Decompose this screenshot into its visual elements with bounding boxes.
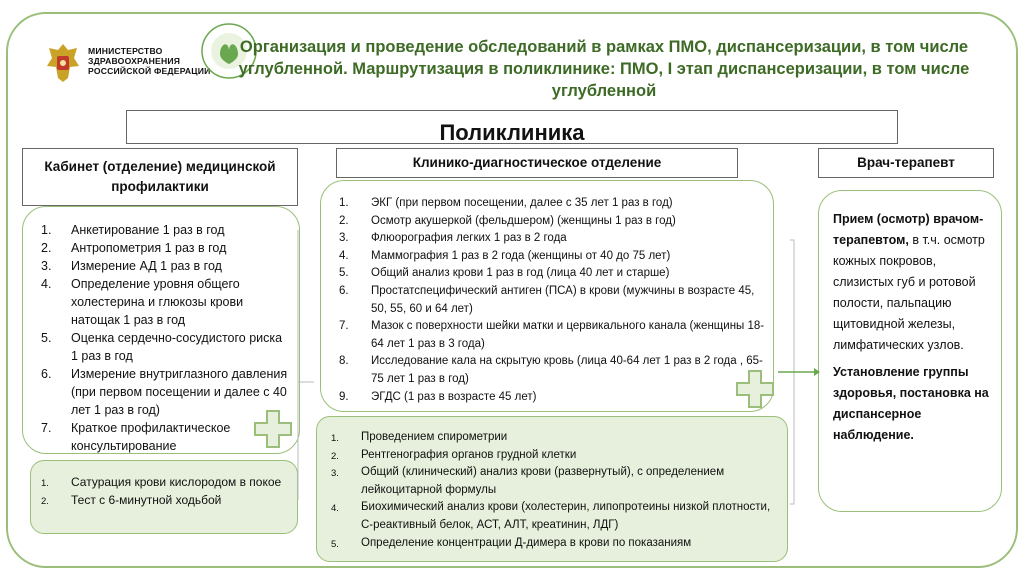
list-item: 4. Маммография 1 раз в 2 года (женщины от 40 до 75 лет) (339, 249, 671, 262)
list-item: 2. Рентгенография органов грудной клетки (331, 448, 577, 462)
list-item: 1. ЭКГ (при первом посещении, далее с 35 лет 1 раз в год) (339, 197, 673, 209)
list-item: 1. Анкетирование 1 раз в год (41, 223, 225, 237)
therapist-panel (818, 190, 1002, 512)
cabinet-header: Кабинет (отделение) медицинской профилактики (22, 148, 298, 206)
therapist-outcome: Установление группы здоровья, постановка на диспансерное наблюдение. (833, 365, 989, 442)
list-item: 9. ЭГДС (1 раз в возрасте 45 лет) (339, 390, 537, 403)
list-item: 6. Измерение внутриглазного давления (при первом посещении и далее с 40 лет 1 раз в год) (41, 367, 288, 417)
page-title: Организация и проведение обследований в рамках ПМО, диспансеризации, в том числе углубленной. Маршрутизация в поликлинике: ПМО, I этап диспансеризации, в том числе углубленной (238, 38, 970, 100)
list-item: 4. Определение уровня общего холестерина и глюкозы крови натощак 1 раз в год (41, 277, 244, 327)
list-item: 8. Исследование кала на скрытую кровь (лица 40-64 лет 1 раз в 2 года , 65-75 лет 1 раз в год) (339, 355, 763, 385)
kdo-list (339, 195, 765, 406)
kdo-list-panel (320, 180, 774, 412)
eagle-emblem-icon (44, 40, 82, 84)
therapist-header: Врач-терапевт (818, 148, 994, 178)
arrow-to-therapist (776, 236, 820, 512)
list-item: 2. Антропометрия 1 раз в год (41, 241, 227, 255)
kdo-extra-panel (316, 416, 788, 562)
connector-bracket (296, 230, 326, 510)
therapist-exam-text: в т.ч. осмотр кожных покровов, слизистых губ и ротовой полости, пальпацию щитовидной железы, лимфатических узлов. (833, 233, 985, 352)
list-item: 2. Тест с 6-минутной ходьбой (41, 493, 222, 507)
therapist-reception: Прием (осмотр) врачом-терапевтом, (833, 212, 984, 247)
cabinet-extra-panel (30, 460, 298, 534)
cabinet-extra-list (41, 473, 289, 509)
list-item: 5. Оценка сердечно-сосудистого риска 1 раз в год (41, 331, 283, 363)
list-item: 3. Флюорография легких 1 раз в 2 года (339, 232, 567, 245)
list-item: 6. Простатспецифический антиген (ПСА) в крови (мужчины в возрасте 45, 50, 55, 60 и 64 лет) (339, 284, 755, 315)
list-item: 4. Биохимический анализ крови (холестерин, липопротеины низкой плотности, С-реактивный белок, АСТ, АЛТ, креатинин, ЛДГ) (331, 501, 771, 531)
list-item: 2. Осмотр акушеркой (фельдшером) (женщины 1 раз в год) (339, 214, 676, 227)
ministry-name: МИНИСТЕРСТВО ЗДРАВООХРАНЕНИЯ РОССИЙСКОЙ ФЕДЕРАЦИИ (88, 46, 211, 76)
plus-icon (252, 408, 294, 450)
plus-icon (734, 368, 776, 410)
polyclinic-header: Поликлиника (126, 110, 898, 144)
list-item: 3. Общий (клинический) анализ крови (развернутый), с определением лейкоцитарной формулы (331, 466, 725, 496)
list-item: 5. Определение концентрации Д-димера в крови по показаниям (331, 536, 692, 550)
list-item: 7. Краткое профилактическое консультирование (41, 421, 231, 453)
kdo-extra-list (331, 429, 779, 552)
list-item: 1. Проведением спирометрии (331, 431, 508, 444)
list-item: 7. Мазок с поверхности шейки матки и цервикального канала (женщины 18-64 лет 1 раз в 3 года) (339, 320, 765, 350)
kdo-header: Клинико-диагностическое отделение (336, 148, 738, 178)
list-item: 5. Общий анализ крови 1 раз в год (лица 40 лет и старше) (339, 267, 670, 280)
list-item: 3. Измерение АД 1 раз в год (41, 259, 222, 273)
list-item: 1. Сатурация крови кислородом в покое (41, 475, 282, 489)
